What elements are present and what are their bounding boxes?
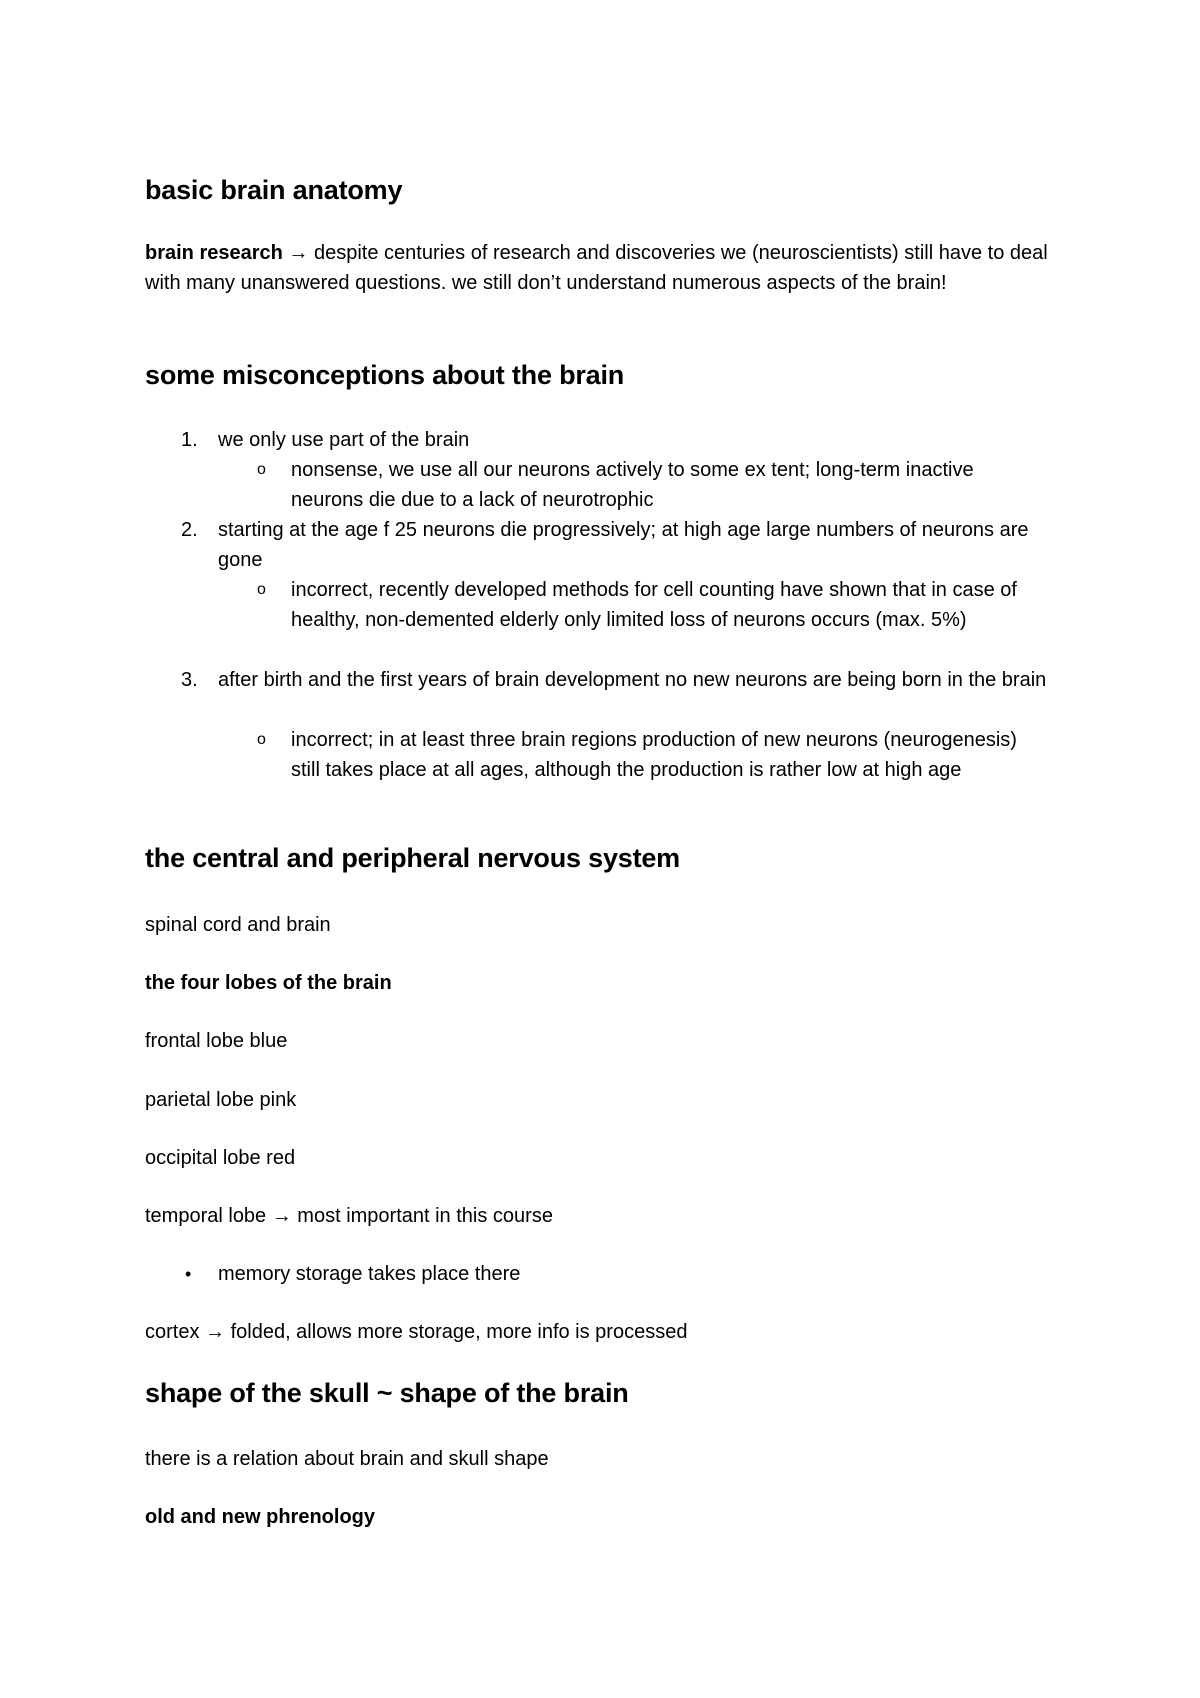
text-occipital-lobe: occipital lobe red (145, 1147, 296, 1169)
intro-bold-term: brain research (145, 242, 283, 264)
text-cortex: cortex → folded, allows more storage, more info is processed (145, 1321, 688, 1343)
sub-bullet-icon: o (257, 461, 266, 478)
list-item-text: starting at the age f 25 neurons die progressively; at high age large numbers of neurons are gone (218, 519, 1029, 571)
bullet-item-text: memory storage takes place there (218, 1263, 521, 1285)
text-skull-relation: there is a relation about brain and skull shape (145, 1448, 549, 1470)
text-parietal-lobe: parietal lobe pink (145, 1089, 297, 1111)
section-heading-skull: shape of the skull ~ shape of the brain (145, 1378, 629, 1408)
bullet-icon: • (185, 1264, 192, 1284)
intro-paragraph (145, 238, 1075, 298)
sub-bullet-icon: o (257, 581, 266, 598)
sub-bullet-icon: o (257, 731, 266, 748)
subheading-four-lobes: the four lobes of the brain (145, 972, 392, 994)
sub-list-item-text: incorrect, recently developed methods for cell counting have shown that in case of healthy, non-demented elderly only limited loss of neurons occurs (max. 5%) (291, 579, 1017, 631)
section-heading-nervous-system: the central and peripheral nervous system (145, 843, 680, 873)
list-number: 3. (181, 669, 198, 691)
list-number: 2. (181, 519, 198, 541)
text-frontal-lobe: frontal lobe blue (145, 1030, 288, 1052)
text-spinal-cord: spinal cord and brain (145, 914, 331, 936)
subheading-phrenology: old and new phrenology (145, 1506, 375, 1528)
text-temporal-lobe: temporal lobe → most important in this course (145, 1205, 553, 1227)
intro-text: despite centuries of research and discoveries we (neuroscientists) still have to deal with many unanswered questions. we still don’t understand numerous aspects of the brain! (145, 242, 1048, 294)
list-number: 1. (181, 429, 198, 451)
list-item-text: we only use part of the brain (218, 429, 470, 451)
intro-arrow: → (288, 242, 309, 264)
page-title: basic brain anatomy (145, 175, 403, 205)
sub-list-item-text: incorrect; in at least three brain regions production of new neurons (neurogenesis) still takes place at all ages, although the production is rather low at high age (291, 729, 1017, 781)
section-heading-misconceptions: some misconceptions about the brain (145, 360, 625, 390)
list-item-text: after birth and the first years of brain development no new neurons are being born in the brain (218, 669, 1047, 691)
sub-list-item-text: nonsense, we use all our neurons actively to some ex tent; long-term inactive neurons die due to a lack of neurotrophic (291, 459, 974, 511)
